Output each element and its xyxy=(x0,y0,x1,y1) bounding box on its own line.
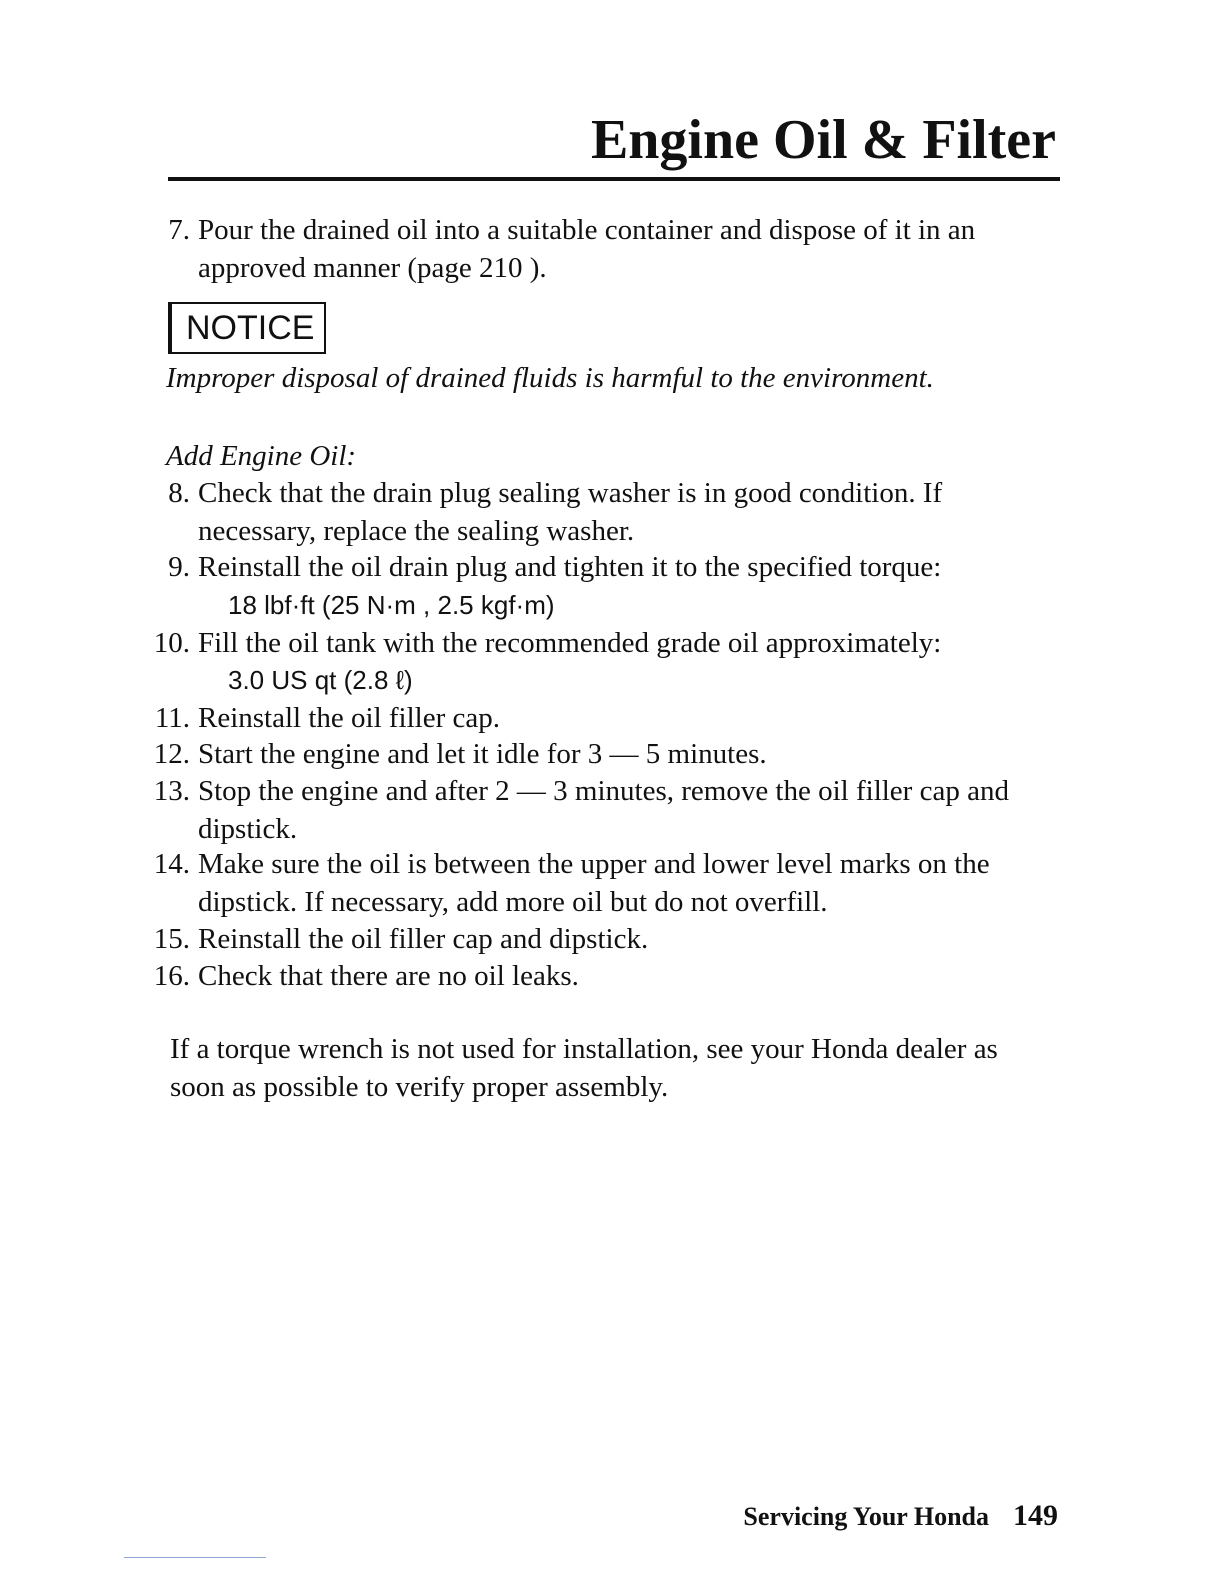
oil-capacity-spec: 3.0 US qt (2.8 ℓ) xyxy=(228,665,413,695)
step-text-line1: Reinstall the oil drain plug and tighten it to the specified torque: xyxy=(198,551,942,583)
step-text-line1: Check that the drain plug sealing washer is in good condition. If xyxy=(198,477,943,509)
step-11 xyxy=(154,700,500,738)
step-text-line1: Fill the oil tank with the recommended grade oil approximately: xyxy=(198,627,942,659)
step-number: 8. xyxy=(168,477,190,509)
step-text-line1: Make sure the oil is between the upper and lower level marks on the xyxy=(198,848,990,880)
title-rule xyxy=(168,177,1060,181)
closing-line2: soon as possible to verify proper assembly. xyxy=(170,1071,669,1103)
step-number: 15. xyxy=(153,923,190,955)
step-8 xyxy=(168,475,943,550)
closing-line1: If a torque wrench is not used for installation, see your Honda dealer as xyxy=(170,1033,998,1065)
section-heading: Add Engine Oil: xyxy=(166,440,357,472)
footer-section-label: Servicing Your Honda xyxy=(743,1502,989,1531)
step-15 xyxy=(153,921,649,959)
step-text-line2: approved manner (page 210 ). xyxy=(198,251,547,284)
step-number: 7. xyxy=(168,214,190,246)
step-number: 11. xyxy=(154,702,190,734)
step-text-line2: necessary, replace the sealing washer. xyxy=(198,514,635,547)
step-7 xyxy=(168,212,976,287)
page-number: 149 xyxy=(1013,1499,1058,1532)
torque-spec: 18 lbf·ft (25 N·m , 2.5 kgf·m) xyxy=(228,590,555,620)
step-number: 13. xyxy=(153,775,190,807)
step-12 xyxy=(153,736,767,774)
step-text-line2: dipstick. xyxy=(198,812,298,845)
bottom-divider xyxy=(124,1557,266,1558)
step-9 xyxy=(168,549,942,587)
closing-paragraph xyxy=(170,1030,998,1106)
step-number: 9. xyxy=(168,551,190,583)
step-number: 12. xyxy=(153,738,190,770)
step-text-line1: Stop the engine and after 2 — 3 minutes, remove the oil filler cap and xyxy=(198,775,1009,807)
step-number: 16. xyxy=(153,960,190,992)
step-text-line1: Reinstall the oil filler cap. xyxy=(198,702,500,734)
page-title: Engine Oil & Filter xyxy=(590,109,1056,171)
step-text-line2: dipstick. If necessary, add more oil but do not overfill. xyxy=(198,885,828,918)
step-text-line1: Check that there are no oil leaks. xyxy=(198,960,579,992)
step-13 xyxy=(153,773,1009,848)
step-text-line1: Pour the drained oil into a suitable container and dispose of it in an xyxy=(198,214,976,246)
step-text-line1: Reinstall the oil filler cap and dipstick. xyxy=(198,923,649,955)
step-14 xyxy=(153,846,990,921)
step-number: 10. xyxy=(153,627,190,659)
step-text-line1: Start the engine and let it idle for 3 — 5 minutes. xyxy=(198,738,767,770)
step-16 xyxy=(153,958,579,996)
step-10 xyxy=(153,625,942,663)
notice-text: Improper disposal of drained fluids is harmful to the environment. xyxy=(166,362,934,394)
step-number: 14. xyxy=(153,848,190,880)
notice-label: NOTICE xyxy=(168,302,326,354)
